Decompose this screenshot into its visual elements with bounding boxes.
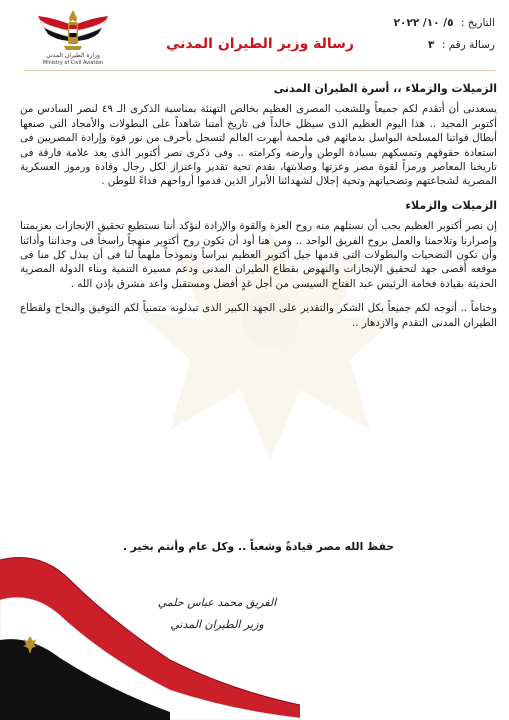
signature-name: الفريق محمد عباس حلمي <box>157 596 277 609</box>
greeting-1: الزميلات والزملاء ،، أسرة الطيران المدنى <box>273 82 497 95</box>
signature-block <box>152 592 282 636</box>
number-value: ٣ <box>428 39 435 51</box>
header-divider <box>24 70 495 71</box>
greeting-2: الزميلات والزملاء <box>405 198 497 212</box>
signature-role: وزير الطيران المدني <box>170 618 264 631</box>
letter-meta <box>365 12 495 56</box>
closing-line: حفظ الله مصر قيادةً وشعباً .. وكل عام وأنتم بخير . <box>122 540 395 553</box>
letter-title: رسالة وزير الطيران المدني <box>166 36 354 52</box>
number-label: رسالة رقم : <box>441 39 495 51</box>
paragraph-2: إن نصر أكتوبر العظيم يجب أن نستلهم منه روح العزة والقوة والإرادة لنؤكد أننا نستطيع تحقيق الإنجازات بعزيمتنا وإصرارنا وتلاحمنا والعمل بروح الفريق الواحد .. ومن هنا أود أن تكون روح أكتوبر منهجاً راسخاً فى وجداننا وأدائنا وأن تكون التضحيات والبطولات التى قدمها جيل أكتوبر العظيم نبراساً ونموذجاً ملهماً لنا فى أن يبذل كل منا فى موقعه أقصى جهد لتحقيق الإنجازات والنهوض بقطاع الطيران المدنى ودعم مسيرة التنمية وبناء الدولة المصرية الحديثة بقيادة فخامة الرئيس عبد الفتاح السيسى من أجل غدٍ أفضل ومستقبل واعد مشرق بإذن الله . <box>20 220 497 290</box>
eagle-logo-icon <box>36 8 110 52</box>
number-row <box>365 34 495 56</box>
paragraph-3: وختاماً .. أتوجه لكم جميعاً بكل الشكر والتقدير على الجهد الكبير الذى تبذلونه متمنياً لكم التوفيق والنجاح ولقطاع الطيران المدنى التقدم والازدهار .. <box>20 302 497 329</box>
logo-text-ar: وزارة الطيران المدني <box>46 52 100 59</box>
date-value: ٥/ ١٠/ ٢٠٢٢ <box>393 17 454 29</box>
paragraph-1: يسعدنى أن أتقدم لكم جميعاً وللشعب المصرى العظيم بخالص التهنئة بمناسبة الذكرى الـ ٤٩ لنصر السادس من أكتوبر المجيد .. هذا اليوم العظيم الذى سيظل خالداً فى تاريخ أمتنا شاهداً على البطولات والأمجاد التى صنعها أبطال قواتنا المسلحة البواسل بدمائهم فى ملحمة أبهرت العالم لتسجل بأحرف من نور قوة وإرادة المصريين فى استعادة حقوقهم وتمسكهم بسيادة الوطن وأرضه وكرامته .. وفى ذكرى نصر أكتوبر الذى يعد علامة فارقة فى تاريخنا المعاصر ورمزاً لقوة مصر وعزتها وصلابتها، نقدم تحية تقدير واعتزاز لكل رجال وقادة ورموز العسكرية المصرية لشجاعتهم وتضحياتهم وتحية إجلال لشهدائنا الأبرار الذين قدموا أرواحهم فداءً للوطن . <box>20 103 497 188</box>
letter-body <box>20 82 497 340</box>
logo-text-en: Ministry of Civil Aviation <box>42 60 104 66</box>
date-label: التاريخ : <box>460 17 495 29</box>
date-row <box>365 12 495 34</box>
